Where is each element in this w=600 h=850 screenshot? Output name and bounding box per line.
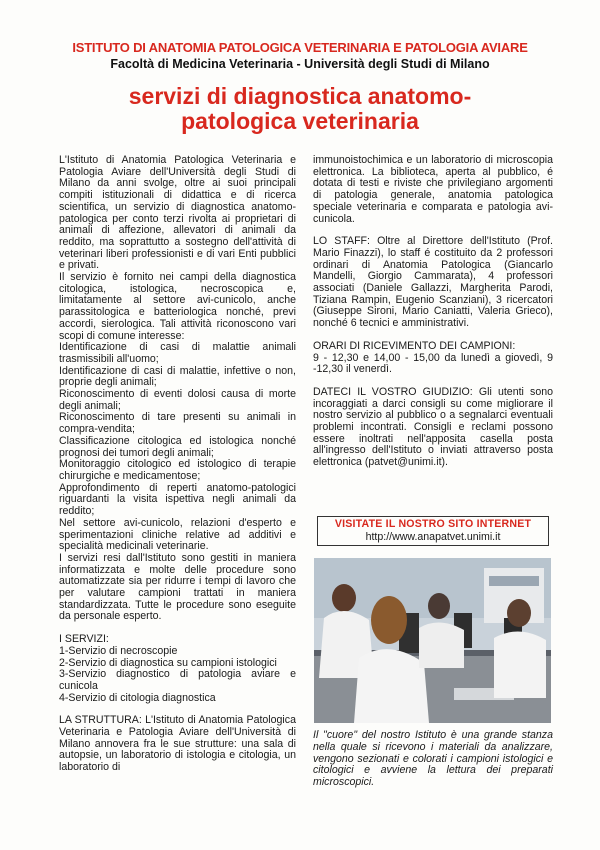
staff-label: LO STAFF: (313, 235, 370, 248)
hours-heading: ORARI DI RICEVIMENTO DEI CAMPIONI: (313, 339, 516, 352)
purpose-item: Riconoscimento di eventi dolosi causa di morte degli animali; (59, 388, 296, 412)
intro-paragraph: L'Istituto di Anatomia Patologica Veterinaria e Patologia Aviare dell'Università degli Studi di Milano da anni svolge, oltre ai suoi principali compiti istituzionali di didattica e di ricerca scientifica, un servizio di diagnostica anatomo-patologica per conto terzi rivolta ai proprietari di animali di affezione, allevatori di animali da reddito, ma soprattutto a sostegno dell'attività di veterinari liberi professionisti e di vari Enti pubblici e privati. (59, 154, 296, 272)
title-line-1: servizi di diagnostica anatomo- (128, 83, 472, 109)
service-paragraph: Il servizio è fornito nei campi della diagnostica citologica, istologica, necroscopica e, limitatamente al settore avi-cunicolo, anche parassitologica e batteriologica nonché, previ accordi, sierologica. Tali attività riconoscono vari scopi di comune interesse: (59, 271, 296, 342)
laboratory-illustration (314, 558, 551, 723)
website-url[interactable]: http://www.anapatvet.unimi.it (365, 531, 501, 543)
services-heading: I SERVIZI: (59, 633, 109, 646)
structure-label: LA STRUTTURA: (59, 714, 142, 727)
feedback-paragraph (313, 387, 553, 469)
website-box (317, 516, 549, 546)
purpose-item: Classificazione citologica ed istologica nonché prognosi dei tumori degli animali; (59, 434, 296, 459)
service-item: 2-Servizio di diagnostica su campioni istologici (59, 656, 277, 669)
photo-caption: Il "cuore" del nostro Istituto è una grande stanza nella quale si ricevono i materiali da analizzare, vengono sezionati e colorati i campioni istologici e citologici e avviene la lettura dei preparati microscopici. (313, 729, 553, 789)
purpose-item: Monitoraggio citologico ed istologico di terapie chirurgiche e medicamentose; (59, 458, 296, 482)
management-paragraph: I servizi resi dall'Istituto sono gestiti in maniera informatizzata e molte delle procedure sono automatizzate sia per ridurre i tempi di lavoro che per valutare campioni trattati in maniera standardizzata. Tutte le procedure sono eseguite da personale esperto. (59, 551, 296, 623)
feedback-text: Gli utenti sono incoraggiati a darci consigli su come migliorare il nostro servizio al pubblico o a segnalarci eventuali problemi incontrati. Consigli e reclami possono essere inoltrati nell'apposita casella posta all'ingresso dell'Istituto o inviati attraverso posta elettronica (patvet@unimi.it). (313, 385, 554, 469)
structure-text: L'Istituto di Anatomia Patologica Veterinaria e Patologia Aviare dell'Università di Milano annovera fra le sue strutture: una sala di autopsie, un laboratorio di istologia e citologia, un laboratorio di (59, 714, 296, 774)
website-label: VISITATE IL NOSTRO SITO INTERNET (334, 518, 532, 530)
faculty-name: Facoltà di Medicina Veterinaria - Università degli Studi di Milano (110, 57, 490, 71)
purpose-item: Approfondimento di reperti anatomo-patologici riguardanti la visita ispettiva negli animali da reddito; (59, 481, 296, 518)
left-column (59, 155, 296, 774)
laboratory-photo (314, 558, 551, 723)
page-title (0, 84, 600, 134)
service-item: 3-Servizio diagnostico di patologia aviare e cunicola (59, 668, 296, 692)
staff-paragraph (313, 236, 553, 330)
purpose-item: Nel settore avi-cunicolo, relazioni d'esperto e sperimentazioni cliniche relative ad additivi e specialità medicinali veterinarie. (59, 516, 296, 553)
hours-text: 9 - 12,30 e 14,00 - 15,00 da lunedì a giovedì, 9 -12,30 il venerdì. (313, 351, 553, 376)
feedback-label: DATECI IL VOSTRO GIUDIZIO: (313, 385, 473, 398)
structure-paragraph (59, 715, 296, 774)
structure-continued: immunoistochimica e un laboratorio di microscopia elettronica. La biblioteca, aperta al pubblico, é dotata di testi e riviste che privilegiano argomenti di patologia generale, anatomia patologica speciale veterinaria e comparata e patologia avi-cunicola. (313, 154, 553, 225)
title-line-2: patologica veterinaria (181, 108, 419, 134)
service-item: 1-Servizio di necroscopie (59, 644, 178, 657)
institute-name: ISTITUTO DI ANATOMIA PATOLOGICA VETERINARIA E PATOLOGIA AVIARE (72, 40, 528, 55)
right-column (313, 155, 553, 469)
purpose-item: Identificazione di casi di malattie animali trasmissibili all'uomo; (59, 341, 296, 365)
service-item: 4-Servizio di citologia diagnostica (59, 691, 216, 704)
purpose-item: Identificazione di casi di malattie, infettive o non, proprie degli animali; (59, 364, 296, 389)
purpose-item: Riconoscimento di tare presenti su animali in compra-vendita; (59, 411, 296, 436)
staff-text: Oltre al Direttore dell'Istituto (Prof. Mario Finazzi), lo staff é costituito da 2 professori ordinari di Anatomia Patologica (Giancarlo Mandelli, Giorgio Cammarata), 4 professori associati (Daniele Gallazzi, Margherita Parodi, Tiziana Rampin, Eugenio Scanziani), 3 ricercatori (Giuseppe Sironi, Mario Caniatti, Valeria Grieco), nonché 6 tecnici e amministrativi. (313, 235, 553, 330)
